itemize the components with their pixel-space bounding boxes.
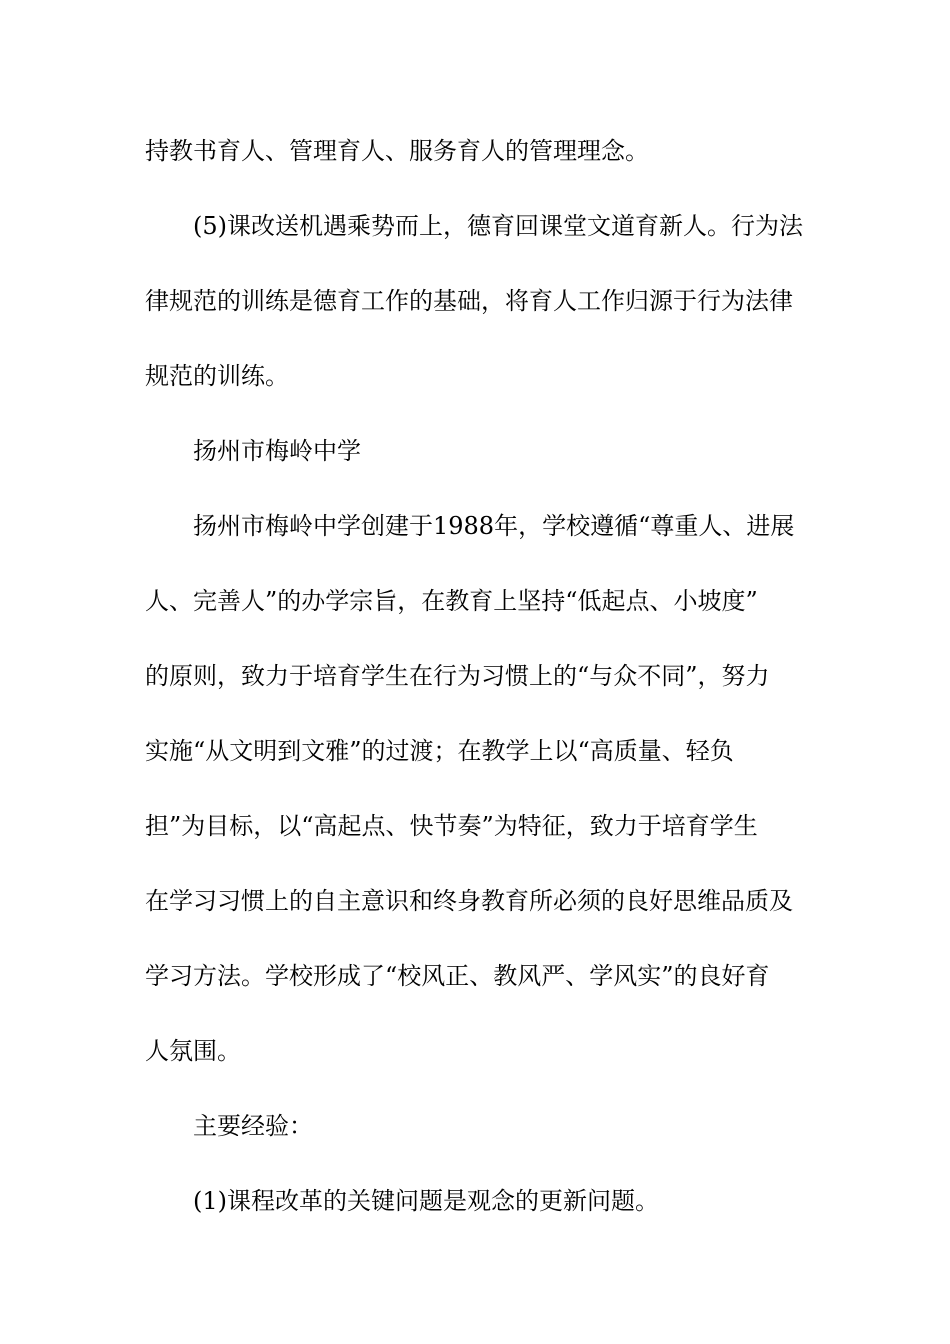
paragraph-line: 担”为目标，以“高起点、快节奏”为特征，致力于培育学生 [145,812,758,840]
paragraph-line: 持教书育人、管理育人、服务育人的管理理念。 [145,137,649,165]
paragraph-line: 律规范的训练是德育工作的基础，将育人工作归源于行为法律 [145,287,793,315]
section-heading: 主要经验： [193,1112,313,1140]
paragraph-line: 的原则，致力于培育学生在行为习惯上的“与众不同”，努力 [145,662,770,690]
paragraph-line: 人氛围。 [145,1037,241,1065]
paragraph-line: (1)课程改革的关键问题是观念的更新问题。 [193,1187,659,1215]
paragraph-line: (5)课改送机遇乘势而上，德育回课堂文道育新人。行为法 [193,212,803,240]
section-heading: 扬州市梅岭中学 [193,437,361,465]
paragraph-line: 规范的训练。 [145,362,289,390]
paragraph-line: 学习方法。学校形成了“校风正、教风严、学风实”的良好育 [145,962,770,990]
paragraph-line: 扬州市梅岭中学创建于1988年，学校遵循“尊重人、进展 [193,512,795,540]
paragraph-line: 实施“从文明到文雅”的过渡；在教学上以“高质量、轻负 [145,737,734,765]
paragraph-line: 人、完善人”的办学宗旨，在教育上坚持“低起点、小坡度” [145,587,758,615]
paragraph-line: 在学习习惯上的自主意识和终身教育所必须的良好思维品质及 [145,887,793,915]
